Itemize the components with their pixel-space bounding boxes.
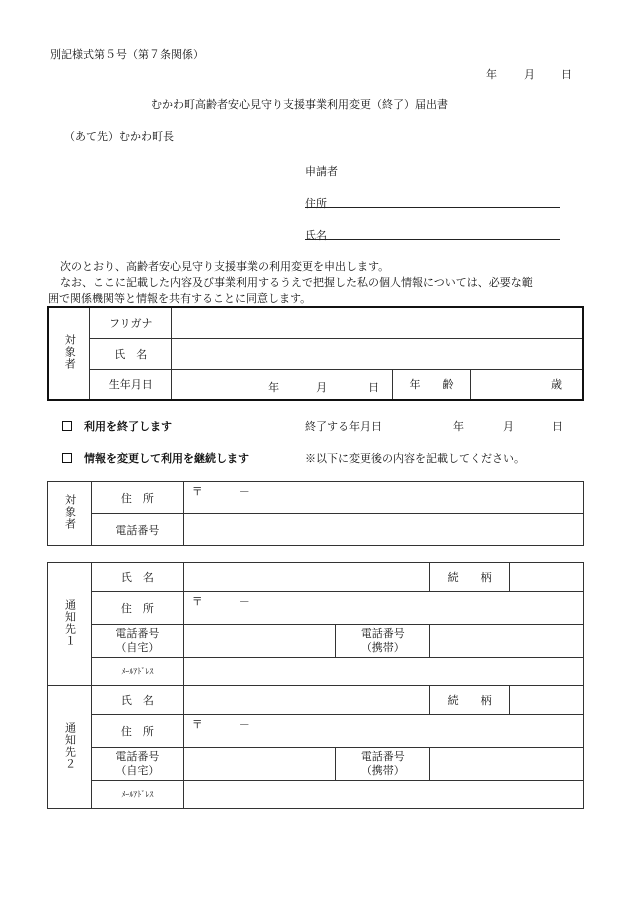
contact2-section-label: 通知先２ bbox=[48, 686, 92, 809]
contact2-name-label: 氏 名 bbox=[91, 686, 183, 715]
contact2-address-label: 住 所 bbox=[91, 715, 183, 748]
contact2-home-phone-field[interactable] bbox=[183, 748, 336, 781]
contact1-home-phone-label: 電話番号 （自宅） bbox=[91, 625, 183, 658]
postal-mark: 〒 － bbox=[191, 485, 250, 498]
subject-change-phone-label: 電話番号 bbox=[91, 514, 183, 546]
document-title: むかわ町高齢者安心見守り支援事業利用変更（終了）届出書 bbox=[151, 98, 448, 111]
contact2-relation-field[interactable] bbox=[510, 686, 584, 715]
applicant-address-line[interactable] bbox=[305, 207, 560, 208]
contacts-table bbox=[47, 562, 584, 809]
contact1-address-field[interactable]: 〒 － bbox=[183, 592, 583, 625]
furigana-label: フリガナ bbox=[90, 307, 172, 338]
subject-change-phone-field[interactable] bbox=[183, 514, 583, 546]
contact1-name-field[interactable] bbox=[183, 563, 429, 592]
contact1-email-label: ﾒｰﾙｱﾄﾞﾚｽ bbox=[91, 658, 183, 686]
date-month-label: 月 bbox=[524, 68, 535, 81]
end-date-day: 日 bbox=[552, 420, 563, 433]
contact1-address-label: 住 所 bbox=[91, 592, 183, 625]
date-day-label: 日 bbox=[561, 68, 572, 81]
change-note: ※以下に変更後の内容を記載してください。 bbox=[305, 452, 525, 465]
intro-line-1: 次のとおり、高齢者安心見守り支援事業の利用変更を申出します。 bbox=[60, 260, 390, 273]
contact2-mobile-phone-label: 電話番号 （携帯） bbox=[336, 748, 430, 781]
contact1-mobile-phone-field[interactable] bbox=[430, 625, 584, 658]
subject-change-address-field[interactable] bbox=[183, 482, 583, 514]
end-date-month: 月 bbox=[503, 420, 514, 433]
contact1-section-label: 通知先１ bbox=[48, 563, 92, 686]
contact2-email-field[interactable] bbox=[183, 781, 583, 809]
birthdate-label: 生年月日 bbox=[90, 369, 172, 400]
end-date-label: 終了する年月日 bbox=[305, 420, 382, 433]
end-usage-option[interactable]: 利用を終了します bbox=[62, 418, 172, 434]
contact1-home-phone-field[interactable] bbox=[183, 625, 336, 658]
contact1-name-label: 氏 名 bbox=[91, 563, 183, 592]
contact1-relation-label: 続 柄 bbox=[430, 563, 510, 592]
subject-change-section-label: 対象者 bbox=[48, 482, 92, 546]
contact2-email-label: ﾒｰﾙｱﾄﾞﾚｽ bbox=[91, 781, 183, 809]
contact2-mobile-phone-field[interactable] bbox=[430, 748, 584, 781]
furigana-field[interactable] bbox=[172, 307, 583, 338]
contact2-name-field[interactable] bbox=[183, 686, 429, 715]
applicant-address-label: 住所 bbox=[305, 197, 327, 210]
change-checkbox[interactable] bbox=[62, 453, 72, 463]
addressee: （あて先）むかわ町長 bbox=[64, 130, 174, 143]
subject-change-address-label: 住 所 bbox=[91, 482, 183, 514]
contact1-mobile-phone-label: 電話番号 （携帯） bbox=[336, 625, 430, 658]
contact1-email-field[interactable] bbox=[183, 658, 583, 686]
contact2-relation-label: 続 柄 bbox=[430, 686, 510, 715]
end-date-year: 年 bbox=[453, 420, 464, 433]
applicant-name-label: 氏名 bbox=[305, 229, 327, 242]
applicant-label: 申請者 bbox=[305, 165, 338, 178]
applicant-name-line[interactable] bbox=[305, 239, 560, 240]
age-label: 年 齢 bbox=[393, 369, 471, 400]
intro-line-2: なお、ここに記載した内容及び事業利用するうえで把握した私の個人情報については、必要な範 bbox=[60, 276, 533, 289]
subject-table bbox=[47, 306, 584, 401]
age-field[interactable]: 歳 bbox=[470, 369, 583, 400]
subject-name-field[interactable] bbox=[172, 338, 583, 369]
intro-line-3: 囲で関係機関等と情報を共有することに同意します。 bbox=[48, 292, 312, 305]
contact1-relation-field[interactable] bbox=[510, 563, 584, 592]
subject-change-table bbox=[47, 481, 584, 546]
form-code: 別記様式第５号（第７条関係） bbox=[50, 48, 204, 61]
date-year-label: 年 bbox=[486, 68, 497, 81]
subject-name-label: 氏 名 bbox=[90, 338, 172, 369]
contact2-address-field[interactable]: 〒 － bbox=[183, 715, 583, 748]
contact2-home-phone-label: 電話番号 （自宅） bbox=[91, 748, 183, 781]
subject-section-label: 対象者 bbox=[48, 307, 90, 400]
end-usage-checkbox[interactable] bbox=[62, 421, 72, 431]
change-option[interactable]: 情報を変更して利用を継続します bbox=[62, 450, 249, 466]
birthdate-field[interactable]: 年 月 日 bbox=[172, 369, 393, 400]
